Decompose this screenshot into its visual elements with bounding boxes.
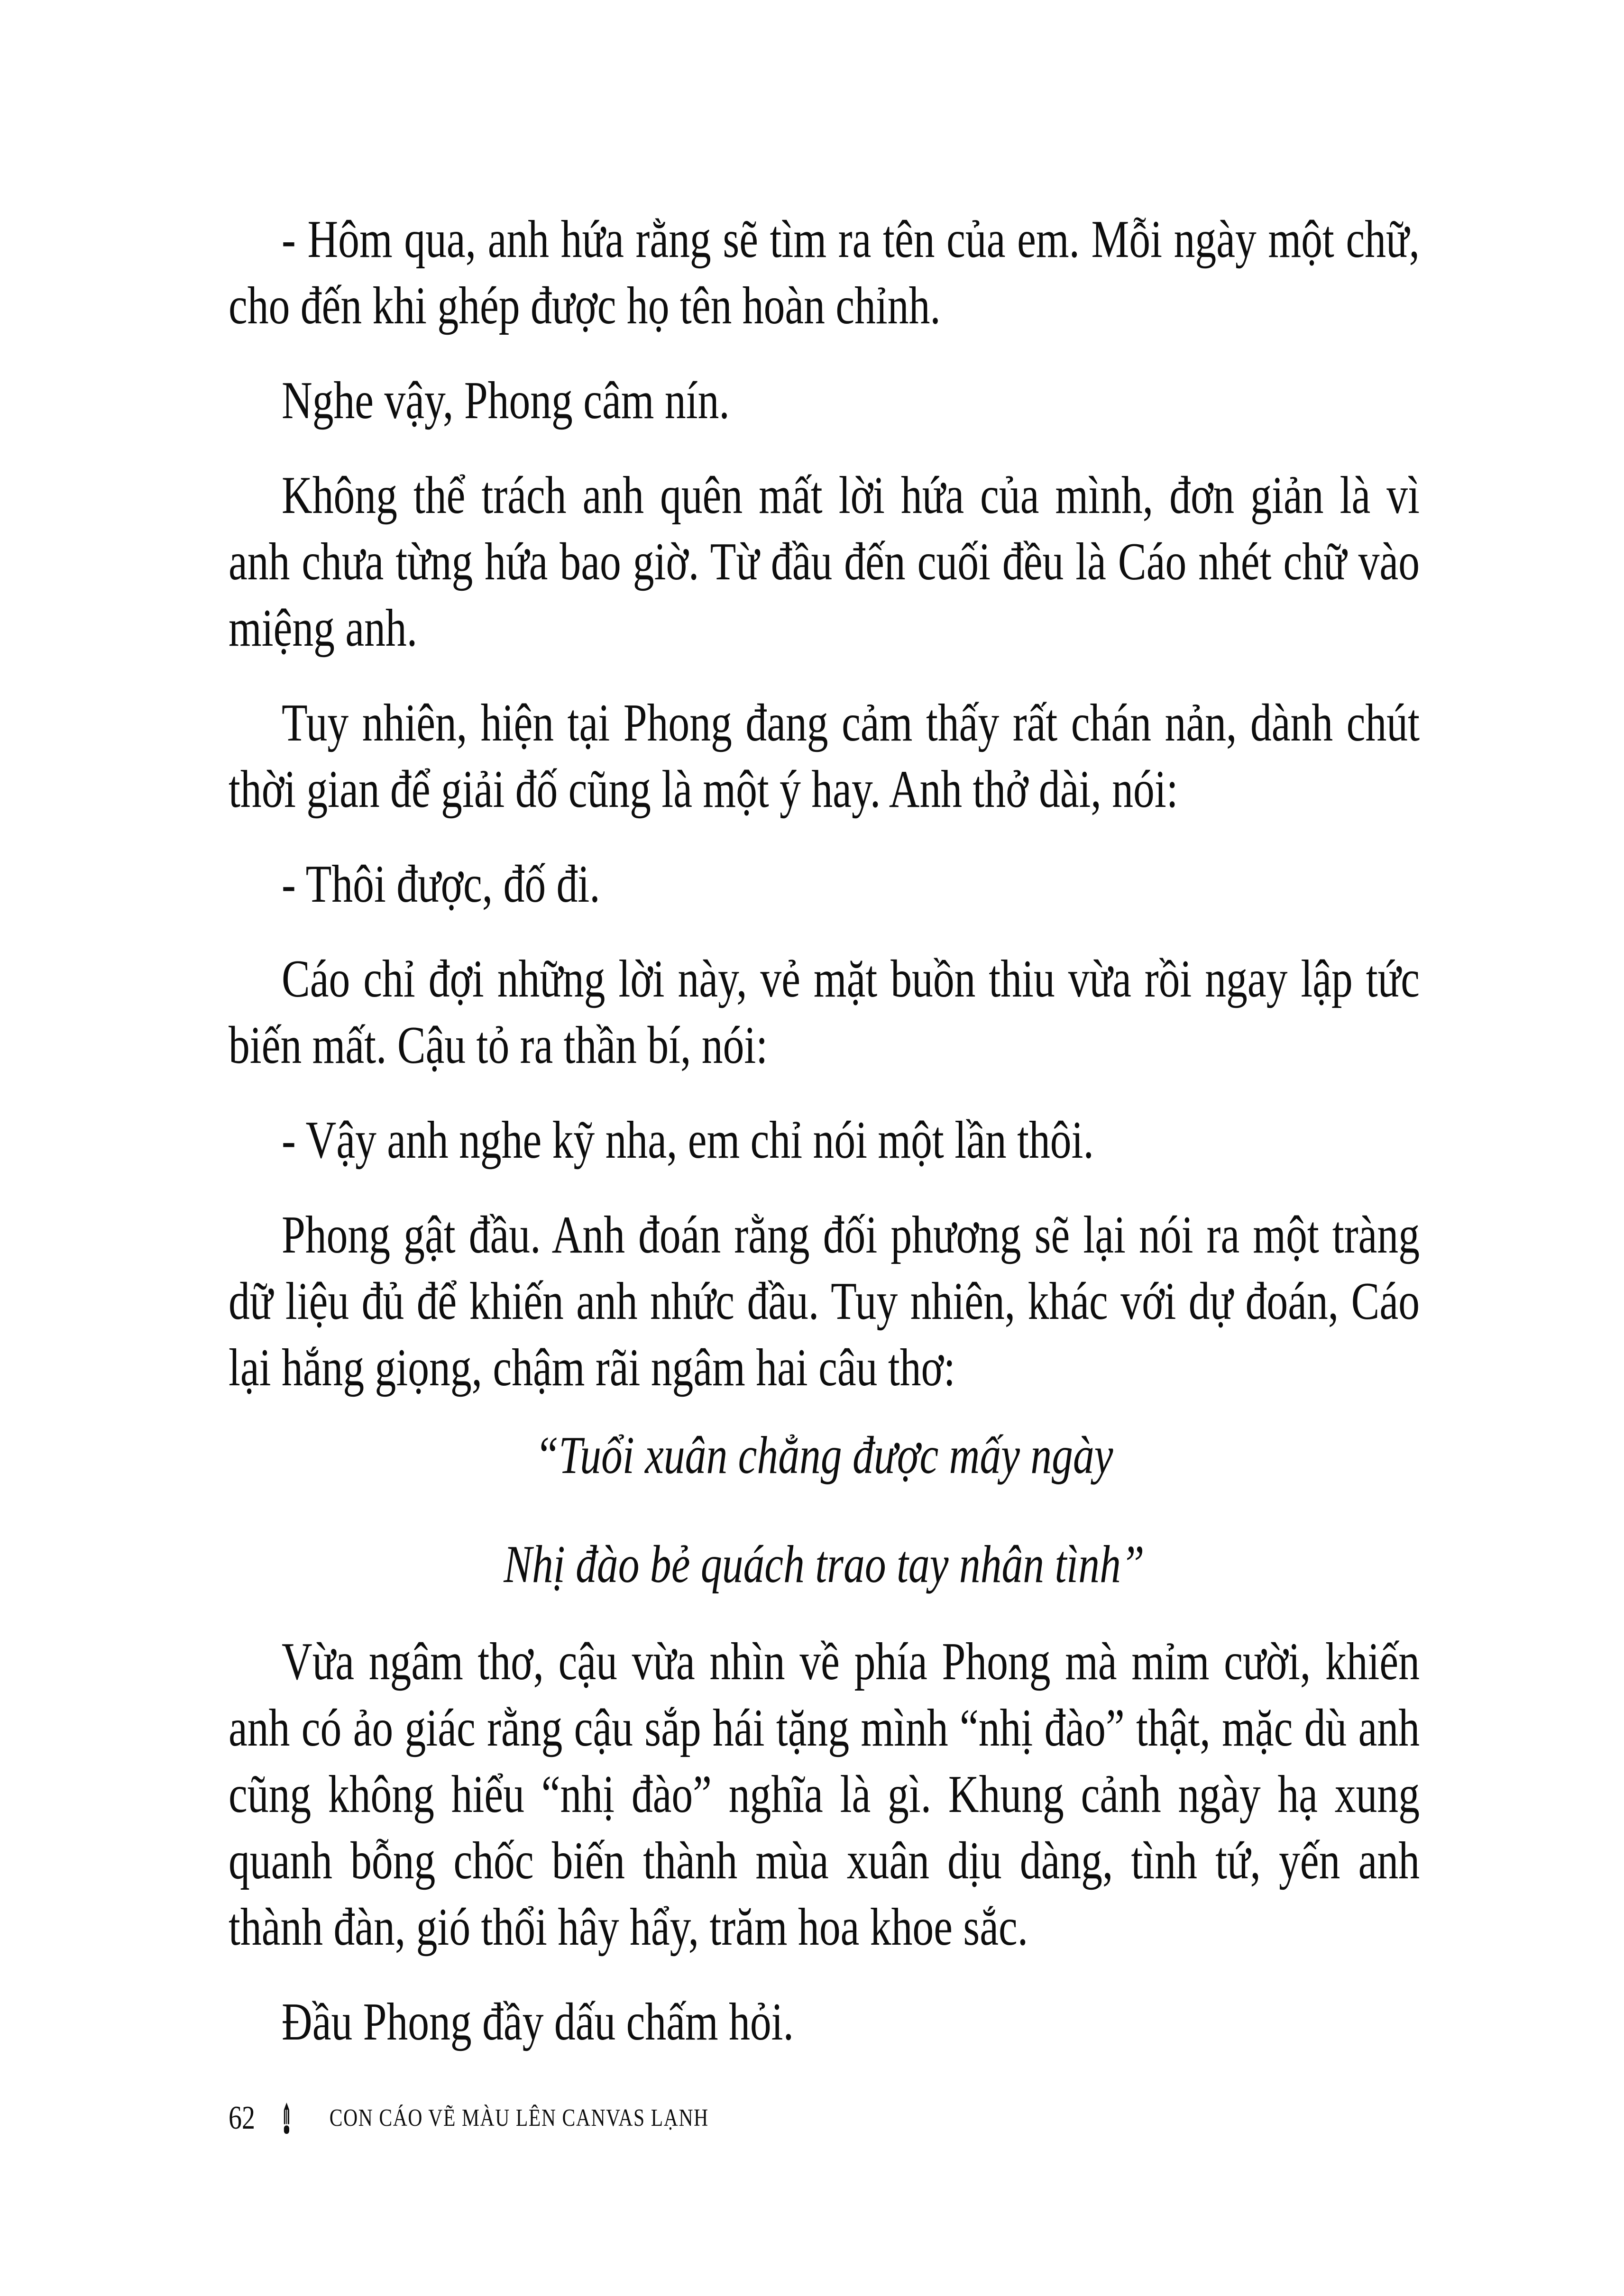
- paragraph: - Thôi được, đố đi.: [282, 855, 600, 914]
- paragraph: - Vậy anh nghe kỹ nha, em chỉ nói một lần thôi.: [282, 1111, 1094, 1170]
- page-number: 62: [229, 2100, 255, 2136]
- paragraph: Cáo chỉ đợi những lời này, vẻ mặt buồn thiu vừa rồi ngay lập tức biến mất. Cậu tỏ ra thần bí, nói:: [229, 950, 1420, 1075]
- running-title: CON CÁO VẼ MÀU LÊN CANVAS LẠNH: [329, 2104, 709, 2131]
- page-text: [229, 206, 1420, 2084]
- paragraph: Không thể trách anh quên mất lời hứa của mình, đơn giản là vì anh chưa từng hứa bao giờ. Từ đầu đến cuối đều là Cáo nhét chữ vào miệng anh.: [229, 466, 1420, 658]
- paragraph: Vừa ngâm thơ, cậu vừa nhìn về phía Phong mà mỉm cười, khiến anh có ảo giác rằng cậu sắp hái tặng mình “nhị đào” thật, mặc dù anh cũng không hiểu “nhị đào” nghĩa là gì. Khung cảnh ngày hạ xung quanh bỗng chốc biến thành mùa xuân dịu dàng, tình tứ, yến anh thành đàn, gió thổi hây hẩy, trăm hoa khoe sắc.: [229, 1632, 1420, 1957]
- paragraph: Nghe vậy, Phong câm nín.: [282, 371, 730, 430]
- page-footer: [229, 2101, 1420, 2135]
- paragraph: Phong gật đầu. Anh đoán rằng đối phương sẽ lại nói ra một tràng dữ liệu đủ để khiến anh nhức đầu. Tuy nhiên, khác với dự đoán, Cáo lại hắng giọng, chậm rãi ngâm hai câu thơ:: [229, 1206, 1420, 1397]
- paragraph: Đầu Phong đầy dấu chấm hỏi.: [282, 1993, 794, 2051]
- paragraph: Tuy nhiên, hiện tại Phong đang cảm thấy rất chán nản, dành chút thời gian để giải đố cũng là một ý hay. Anh thở dài, nói:: [229, 694, 1420, 819]
- pencil-icon: [282, 2103, 292, 2134]
- paragraph: - Hôm qua, anh hứa rằng sẽ tìm ra tên của em. Mỗi ngày một chữ, cho đến khi ghép được họ tên hoàn chỉnh.: [229, 210, 1420, 335]
- verse-line: “Tuổi xuân chẳng được mấy ngày: [535, 1426, 1113, 1485]
- verse-line: Nhị đào bẻ quách trao tay nhân tình”: [504, 1535, 1145, 1594]
